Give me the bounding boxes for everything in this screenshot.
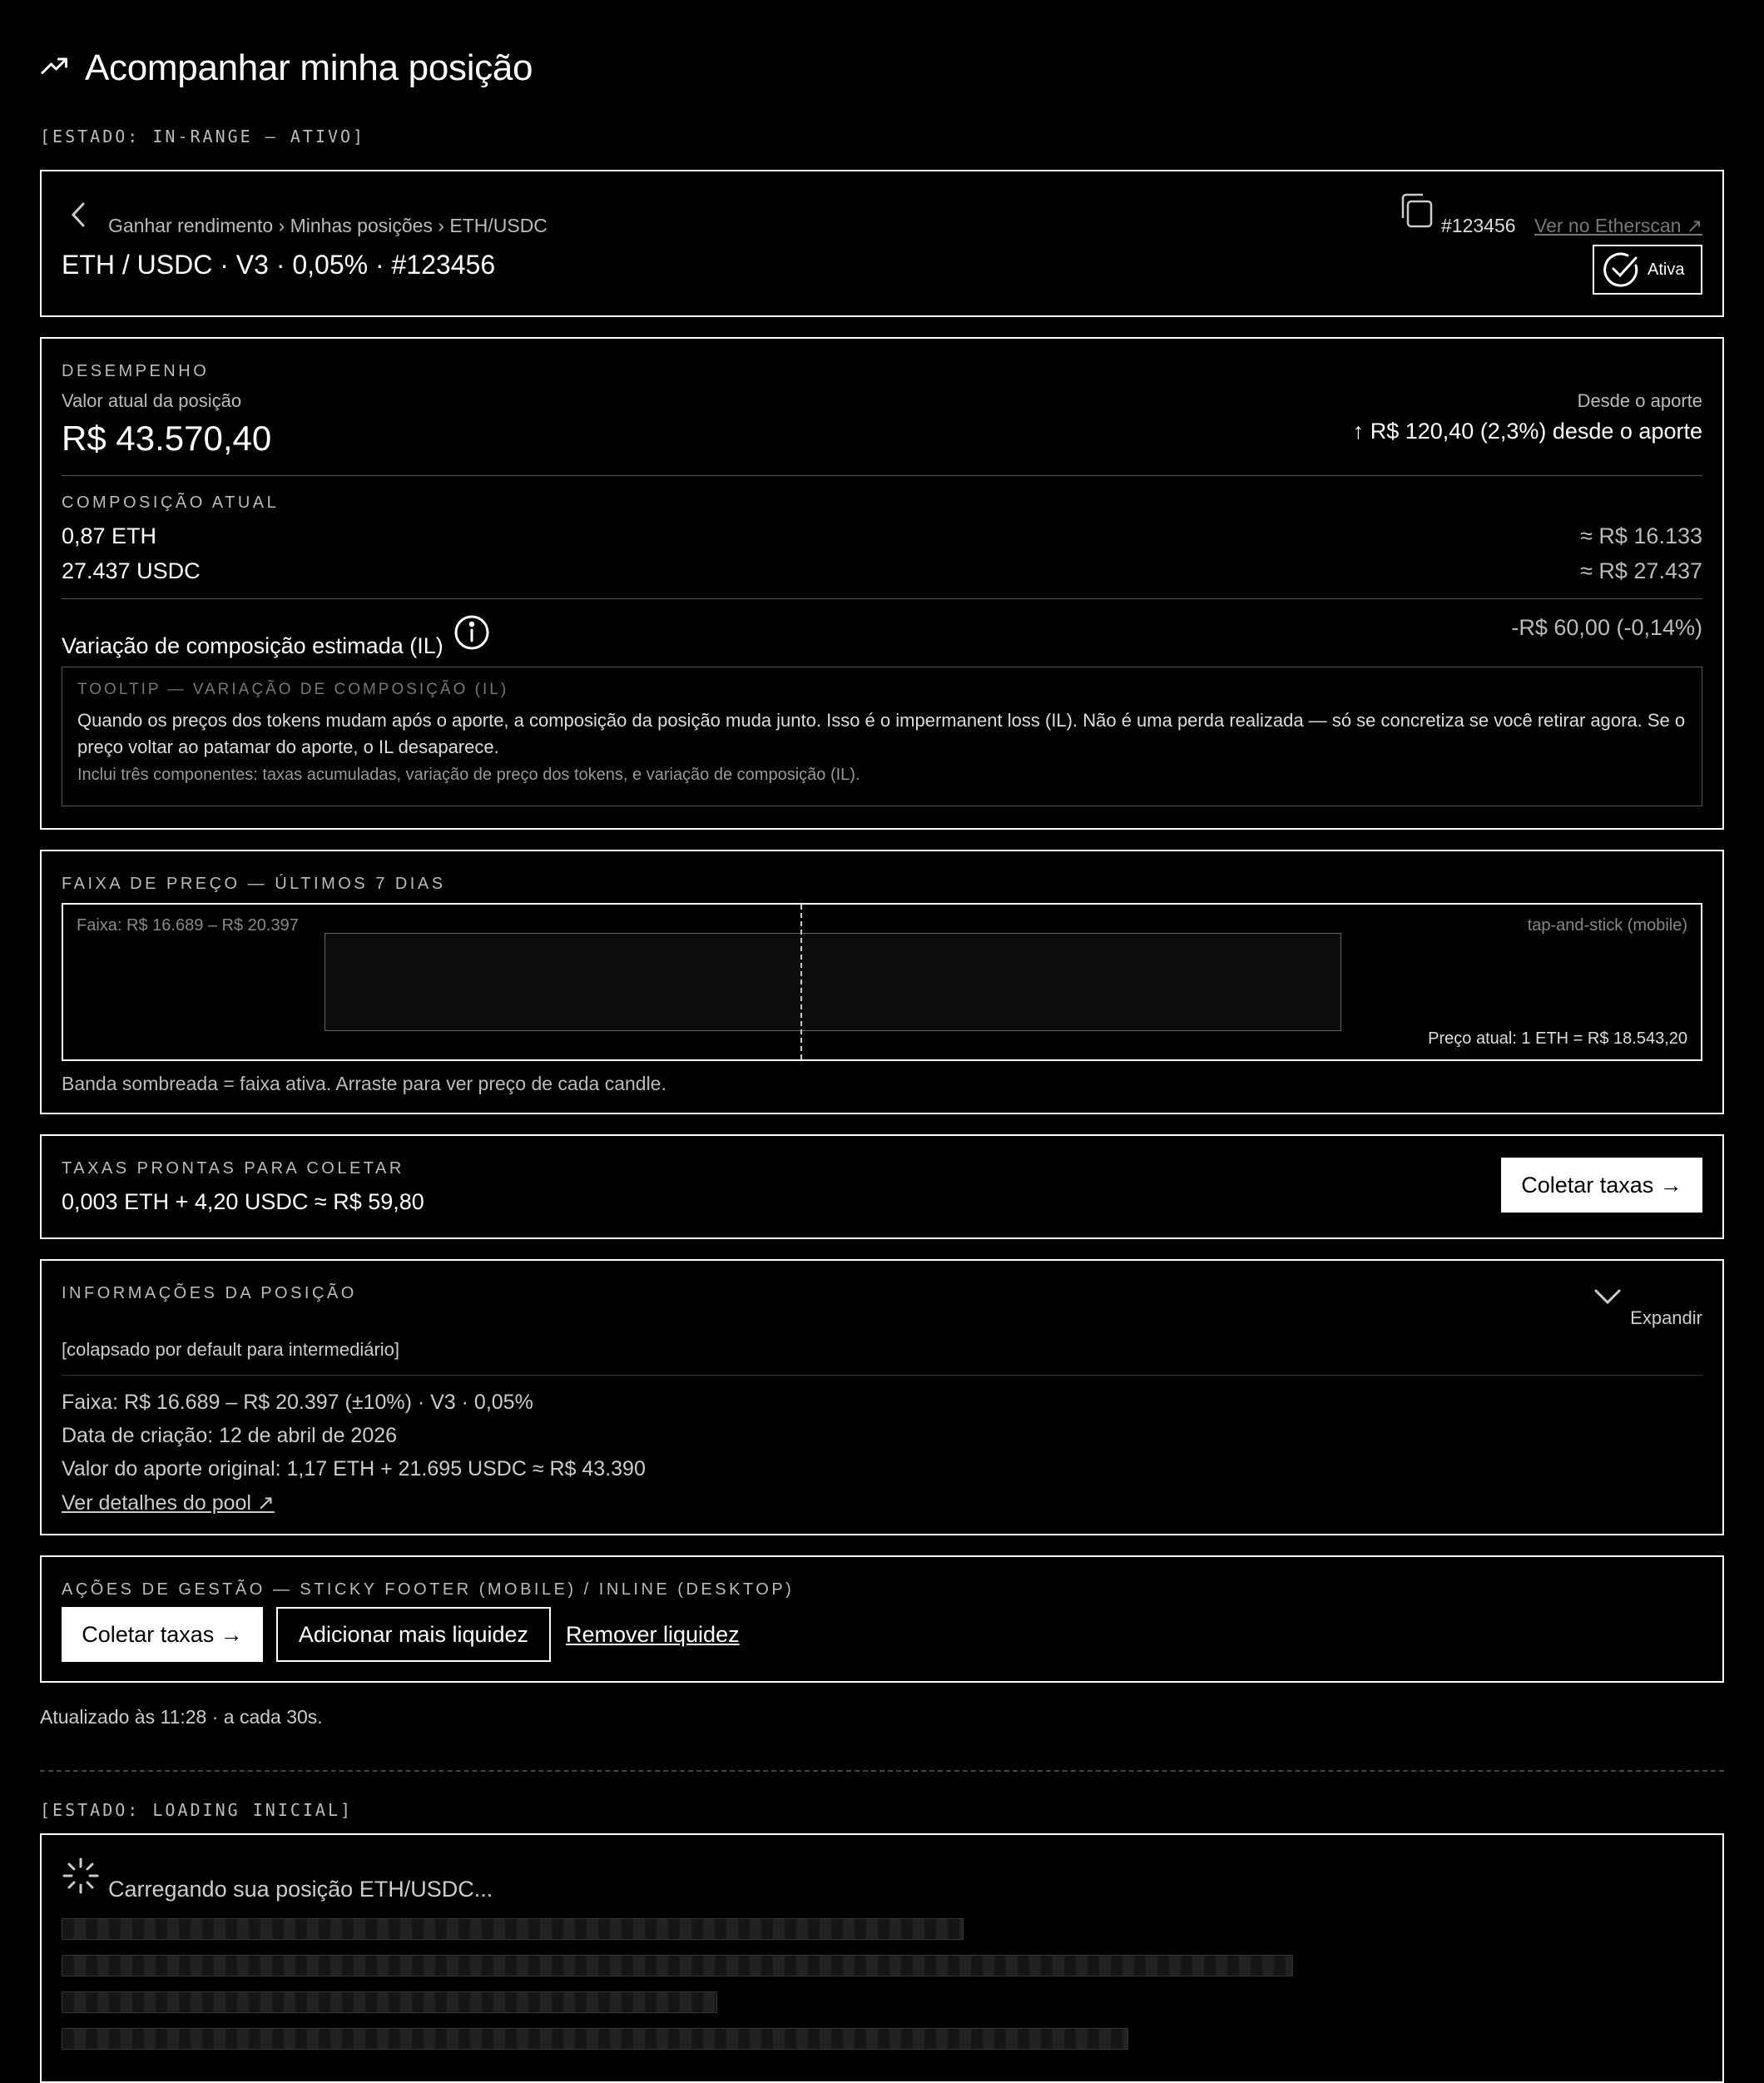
status-badge-label: Ativa: [1648, 260, 1685, 279]
position-header-card: [40, 170, 1724, 317]
eth-value: ≈ R$ 16.133: [1580, 523, 1702, 548]
divider: [62, 598, 1702, 599]
state-label-loading: [ESTADO: LOADING INICIAL]: [40, 1800, 354, 1820]
fees-overline: TAXAS PRONTAS PARA COLETAR: [62, 1159, 404, 1178]
status-badge: [1593, 245, 1702, 295]
expand-label: Expandir: [1630, 1307, 1702, 1328]
tooltip-body: Quando os preços dos tokens mudam após o aporte, a composição da posição muda junto. Isso é o impermanent loss (IL). Não é uma perda realizada — só se concretiza se você retirar agora. Se o preço voltar ao patamar do aporte, o IL desaparece.: [77, 710, 1686, 757]
pool-details-link[interactable]: Ver detalhes do pool ↗: [62, 1491, 275, 1515]
back-button[interactable]: [70, 198, 95, 231]
il-label: Variação de composição estimada (IL): [62, 633, 443, 658]
collect-fees-button[interactable]: Coletar taxas →: [1501, 1158, 1702, 1213]
skeleton-line: [62, 1918, 964, 1940]
chevron-down-icon: [1593, 1287, 1622, 1306]
usdc-value: ≈ R$ 27.437: [1580, 558, 1702, 583]
tooltip-title: TOOLTIP — VARIAÇÃO DE COMPOSIÇÃO (IL): [77, 681, 509, 698]
skeleton-line: [62, 2028, 1128, 2050]
usdc-amount: 27.437 USDC: [62, 558, 201, 583]
info-icon[interactable]: [453, 613, 491, 652]
etherscan-link[interactable]: Ver no Etherscan ↗: [1534, 215, 1703, 236]
page-header: [40, 0, 1724, 92]
pair-title: ETH / USDC · V3 · 0,05% · #123456: [62, 250, 496, 280]
remove-liquidity-link[interactable]: Remover liquidez: [566, 1622, 740, 1647]
collect-fees-action-button[interactable]: Coletar taxas →: [62, 1607, 263, 1662]
position-value: R$ 43.570,40: [62, 419, 272, 458]
fees-card: [40, 1134, 1724, 1239]
since-label: Desde o aporte: [1577, 390, 1702, 411]
copy-icon[interactable]: [1396, 190, 1436, 231]
chevron-left-icon: [70, 201, 88, 229]
spinner-icon: [62, 1857, 100, 1895]
tooltip-note: Inclui três componentes: taxas acumuladas, variação de preço dos tokens, e variação de composição (IL).: [77, 766, 860, 784]
loading-message: Carregando sua posição ETH/USDC...: [108, 1877, 493, 1902]
price-range-overline: FAIXA DE PREÇO — ÚLTIMOS 7 DIAS: [62, 875, 446, 893]
divider: [62, 475, 1702, 476]
info-range-line: Faixa: R$ 16.689 – R$ 20.397 (±10%) · V3 · 0,05%: [62, 1391, 533, 1414]
check-circle-icon: [1603, 250, 1641, 289]
fees-amount: 0,003 ETH + 4,20 USDC ≈ R$ 59,80: [62, 1189, 424, 1214]
expand-toggle[interactable]: [1593, 1287, 1702, 1329]
add-liquidity-button[interactable]: Adicionar mais liquidez: [276, 1607, 551, 1662]
range-label: Faixa: R$ 16.689 – R$ 20.397: [77, 916, 299, 935]
il-tooltip: [62, 667, 1702, 806]
price-range-card: [40, 850, 1724, 1114]
divider: [62, 1375, 1702, 1376]
current-price-line: [800, 905, 802, 1059]
updated-timestamp: Atualizado às 11:28 · a cada 30s.: [40, 1706, 323, 1728]
composition-overline: COMPOSIÇÃO ATUAL: [62, 493, 280, 512]
position-id: #123456: [1441, 215, 1516, 236]
info-original-line: Valor do aporte original: 1,17 ETH + 21.695 USDC ≈ R$ 43.390: [62, 1457, 646, 1480]
trending-up-icon: [40, 52, 70, 86]
collapsed-note: [colapsado por default para intermediário]: [62, 1339, 400, 1360]
active-range-band: [325, 933, 1341, 1031]
eth-amount: 0,87 ETH: [62, 523, 157, 548]
state-label-active: [ESTADO: IN-RANGE — ATIVO]: [40, 126, 366, 146]
actions-overline: AÇÕES DE GESTÃO — STICKY FOOTER (MOBILE) / INLINE (DESKTOP): [62, 1580, 795, 1599]
loading-card: [40, 1833, 1724, 2083]
since-value: ↑ R$ 120,40 (2,3%) desde o aporte: [1352, 419, 1702, 444]
info-overline: INFORMAÇÕES DA POSIÇÃO: [62, 1284, 357, 1302]
il-value: -R$ 60,00 (-0,14%): [1511, 615, 1702, 640]
skeleton-line: [62, 1991, 717, 2013]
breadcrumb[interactable]: Ganhar rendimento › Minhas posições › ETH/USDC: [108, 215, 548, 236]
interaction-hint: tap-and-stick (mobile): [1527, 916, 1687, 935]
performance-overline: DESEMPENHO: [62, 362, 210, 380]
skeleton-line: [62, 1955, 1293, 1976]
section-separator: [40, 1770, 1724, 1772]
value-label: Valor atual da posição: [62, 390, 242, 411]
page-title: Acompanhar minha posição: [85, 47, 533, 88]
current-price-label: Preço atual: 1 ETH = R$ 18.543,20: [1428, 1029, 1687, 1048]
position-info-card: [40, 1259, 1724, 1535]
actions-card: [40, 1555, 1724, 1683]
performance-card: [40, 337, 1724, 830]
price-range-chart[interactable]: [62, 903, 1702, 1061]
info-created-line: Data de criação: 12 de abril de 2026: [62, 1424, 398, 1447]
chart-caption: Banda sombreada = faixa ativa. Arraste para ver preço de cada candle.: [62, 1073, 666, 1094]
